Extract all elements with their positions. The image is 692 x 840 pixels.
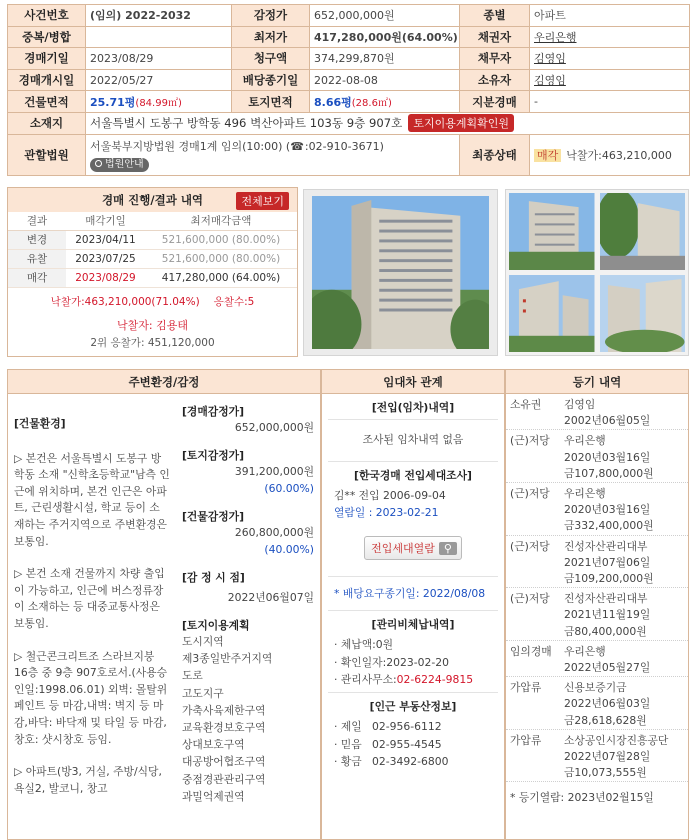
realtor-phone: 02-3492-6800 (372, 755, 449, 769)
registry-line: 우리은행 (564, 434, 606, 448)
start-label: 경매개시일 (8, 69, 86, 91)
appraisal-time-heading: [감 정 시 점] (182, 571, 245, 584)
zone-item: 대공방어협조구역 (182, 755, 266, 769)
mgmt-line-3: · 관리사무소: (334, 673, 397, 687)
realtor-phone: 02-955-4545 (372, 737, 442, 751)
auction-progress-title: 경매 진행/결과 내역 (101, 193, 204, 207)
registry-item (506, 641, 688, 677)
main-photo-frame[interactable] (303, 189, 498, 356)
registry-kind: 가압류 (510, 681, 542, 695)
environment-appraisal-panel (7, 369, 321, 840)
realtor-name: · 믿음 (334, 737, 362, 751)
registry-panel (505, 369, 689, 840)
bldg-area-label: 건물면적 (8, 91, 86, 113)
lease-title: 임대차 관계 (322, 370, 504, 394)
zone-item: 도시지역 (182, 635, 224, 648)
creditor-link[interactable]: 우리은행 (534, 30, 577, 44)
env-para-1: ▷ 본건은 서울특별시 도봉구 방학동 소재 "신학초등학교"남측 인근에 위치하며, 본건 인근은 아파트, 근린생활시설, 학교 등이 소재하는 주거지역으로 주변환경은 보통임. (14, 451, 170, 548)
start-value: 2022/05/27 (86, 69, 232, 91)
circle-icon (95, 160, 102, 167)
registry-line: 2022년06월03일 (564, 697, 651, 711)
zone-item: 도로 (182, 669, 203, 683)
registry-item (506, 588, 688, 641)
auction-date-value: 2023/08/29 (86, 48, 232, 70)
move-in-heading: [전입(임차)내역] (371, 401, 455, 414)
zone-item: 제3종일반주거지역 (182, 652, 273, 666)
land-appraisal-pct: (60.00%) (264, 482, 314, 495)
registry-line: 신용보증기금 (564, 681, 627, 695)
view-all-button[interactable]: 전체보기 (236, 192, 289, 210)
bidder-count: 응찰수:5 (213, 295, 255, 308)
owner-link[interactable]: 김영임 (534, 74, 566, 88)
court-label: 관할법원 (8, 134, 86, 175)
zone-item: 교육환경보호구역 (182, 721, 266, 735)
auction-progress-panel (7, 187, 298, 357)
col-result: 결과 (8, 212, 66, 230)
final-label: 최종상태 (460, 134, 530, 175)
env-para-4: ▷ 아파트(방3, 거실, 주방/식당, 욕실2, 발코니, 창고 (14, 765, 162, 795)
registry-item (506, 483, 688, 536)
location-value: 서울특별시 도봉구 방학동 496 벽산아파트 103동 9층 907호 (90, 116, 403, 131)
land-appraisal-amount: 391,200,000원 (234, 465, 314, 478)
winner: 낙찰자: 김용태 (117, 318, 188, 332)
mgmt-line-2: · 확인일자:2023-02-20 (334, 655, 449, 669)
creditor-label: 채권자 (460, 26, 530, 48)
auction-progress-table (8, 212, 297, 288)
case-info-table: 사건번호 (임의) 2022-2032 감정가 652,000,000원 종별 아파트 중복/병합 최저가 417,280,000원(64.00%) 채권자 우리은행 경매기일 2023/08/29 청구액 374,299,870원 채무자 김영임 경매개시일 2022/05/27 배당종기일 2022-08-08 소유자 김영임 건물면적 25.71평(84.99㎡) 토지면적 8.66평(28.6㎡) 지분경매 - 소재지 서울특별시 도봉구 방학동 496 벽산아파트 103동 9층 907호 토지이용계획확인원 관할법원 서울북부지방법원 경매1계 임의(10:00) (☎:02-910-3671) 법원안내 최종상태 매각 낙찰가:463,210,000 (7, 4, 690, 176)
realtor-heading: [인근 부동산정보] (369, 700, 457, 714)
registry-item (506, 394, 688, 430)
registry-line: 진성자산관리대부 (564, 592, 648, 606)
col-price: 최저매각금액 (145, 212, 297, 230)
survey-line-2: 열람일 : 2023-02-21 (334, 506, 439, 520)
thumbnail-photo-1[interactable] (509, 193, 595, 270)
appraisal-values (182, 400, 314, 805)
registry-kind: (근)저당 (510, 487, 550, 501)
registry-line: 2022년07월28일 (564, 750, 651, 764)
final-value: 낙찰가:463,210,000 (566, 148, 672, 162)
land-appraisal-heading: [토지감정가] (182, 449, 245, 462)
list-item (328, 718, 498, 735)
auction-date-label: 경매기일 (8, 48, 86, 70)
court-guide-label: 법원안내 (105, 158, 144, 170)
auction-progress-header (8, 188, 297, 212)
min-price-label: 최저가 (232, 26, 310, 48)
appraisal-amount: 652,000,000원 (234, 421, 314, 434)
mgmt-phone: 02-6224-9815 (396, 673, 474, 687)
bldg-area-sub: (84.99㎡) (135, 97, 182, 109)
registry-item (506, 430, 688, 483)
registry-line: 금28,618,628원 (564, 713, 647, 727)
share-label: 지분경매 (460, 91, 530, 113)
registry-line: 2022년05월27일 (564, 661, 651, 675)
land-area-sub: (28.6㎡) (351, 97, 392, 109)
registry-item (506, 536, 688, 589)
view-resident-label: 전입세대열람 (371, 541, 435, 555)
appraisal-label: 감정가 (232, 5, 310, 27)
realtor-name: · 제일 (334, 720, 362, 734)
registry-line: 진성자산관리대부 (564, 539, 648, 553)
appraisal-heading: [경매감정가] (182, 405, 245, 418)
mgmt-heading: [관리비체납내역] (371, 618, 455, 632)
dividend-deadline: * 배당요구종기일: 2022/08/08 (334, 586, 486, 600)
zone-item: 과밀억제권역 (182, 789, 245, 803)
row-price: 521,600,000 (80.00%) (145, 230, 297, 249)
merge-value (86, 26, 232, 48)
list-item (328, 753, 498, 770)
location-label: 소재지 (8, 112, 86, 134)
type-value: 아파트 (530, 5, 690, 27)
zone-item: 가축사육제한구역 (182, 703, 266, 717)
min-price-value: 417,280,000원(64.00%) (310, 26, 460, 48)
env-para-3: ▷ 철근콘크리트조 스라브지붕 16층 중 9층 907호로서.(사용승인일:1998.06.01) 외벽: 몰탈위 페인트 등 마감,내벽: 벽지 등 마감,바닥: 바닥재 및 타일 등 마감,창호: 샷시창호 등임. (14, 649, 168, 746)
row-date: 2023/07/25 (66, 249, 145, 268)
land-area-value: 8.66평 (314, 95, 352, 109)
second-bid: 2위 응찰가: 451,120,000 (90, 336, 215, 349)
survey-heading: [한국경매 전입세대조사] (354, 469, 472, 482)
thumbnail-photo-2[interactable] (600, 193, 686, 270)
bldg-env-heading: [건물환경] (14, 417, 66, 430)
registry-line: 2021년07월06일 (564, 555, 651, 569)
survey-line-1: 김** 전입 2006-09-04 (334, 489, 446, 502)
mgmt-line-1: · 체납액:0원 (334, 638, 394, 652)
registry-line: 금107,800,000원 (564, 466, 654, 480)
appraisal-time-value: 2022년06월07일 (227, 591, 314, 604)
registry-line: 2021년11월19일 (564, 608, 651, 622)
thumbnail-photo-4[interactable] (600, 275, 686, 352)
thumbnail-photo-3[interactable] (509, 275, 595, 352)
registry-line: 2020년03월16일 (564, 450, 651, 464)
realtor-name: · 황금 (334, 755, 362, 769)
row-result: 매각 (8, 268, 66, 287)
search-icon: ⚲ (439, 542, 457, 555)
realtor-phone: 02-956-6112 (372, 720, 442, 734)
row-date: 2023/08/29 (66, 268, 145, 287)
share-value: - (530, 91, 690, 113)
bldg-appraisal-pct: (40.00%) (264, 543, 314, 556)
registry-line: 우리은행 (564, 487, 606, 501)
lease-panel (321, 369, 505, 840)
case-label: 사건번호 (8, 5, 86, 27)
bldg-area-value: 25.71평 (90, 95, 136, 109)
registry-line: 2020년03월16일 (564, 503, 651, 517)
registry-kind: (근)저당 (510, 592, 550, 606)
phone-icon: ☎ (290, 139, 304, 153)
bid-price: 낙찰가:463,210,000(71.04%) (50, 295, 200, 308)
registry-item (506, 730, 688, 783)
appraisal-value: 652,000,000원 (310, 5, 460, 27)
case-number: (임의) 2022-2032 (86, 5, 232, 27)
registry-line: 금10,073,555원 (564, 766, 647, 780)
owner-label: 소유자 (460, 69, 530, 91)
land-plan-button[interactable]: 토지이용계획확인원 (408, 114, 514, 132)
col-date: 매각기일 (66, 212, 145, 230)
registry-line: 소상공인시장진흥공단 (564, 733, 669, 747)
bldg-appraisal-amount: 260,800,000원 (234, 526, 314, 539)
row-result: 변경 (8, 230, 66, 249)
env-para-2: ▷ 본건 소재 건물까지 차량 출입이 가능하고, 인근에 버스정류장이 소재하는 등 대중교통사정은 보통임. (14, 567, 165, 630)
environment-title: 주변환경/감정 (8, 370, 320, 394)
view-resident-button[interactable] (364, 536, 462, 560)
list-item (328, 736, 498, 753)
deadline-value: 2022-08-08 (310, 69, 460, 91)
land-plan-heading: [토지이용계획 (182, 619, 250, 632)
thumbnail-grid (505, 189, 689, 356)
table-row (8, 249, 297, 268)
court-phone: 02-910-3671 (308, 139, 380, 153)
table-row (8, 268, 297, 287)
bid-summary (8, 294, 297, 309)
type-label: 종별 (460, 5, 530, 27)
apartment-photo[interactable] (312, 196, 489, 349)
registry-line: 금109,200,000원 (564, 572, 654, 586)
zone-item: 상대보호구역 (182, 738, 245, 752)
row-price: 521,600,000 (80.00%) (145, 249, 297, 268)
row-price: 417,280,000 (64.00%) (145, 268, 297, 287)
registry-line: 우리은행 (564, 644, 606, 658)
registry-kind: 가압류 (510, 733, 542, 747)
zone-item: 중점경관관리구역 (182, 772, 266, 786)
registry-title: 등기 내역 (506, 370, 688, 394)
registry-kind: (근)저당 (510, 539, 550, 553)
registry-line: 금332,400,000원 (564, 519, 654, 533)
registry-line: 2002년06월05일 (564, 414, 651, 428)
row-result: 유찰 (8, 249, 66, 268)
registry-viewed-date: * 등기열람: 2023년02월15일 (510, 791, 654, 805)
bldg-appraisal-heading: [건물감정가] (182, 510, 245, 523)
registry-kind: 소유권 (510, 398, 542, 411)
claim-value: 374,299,870원 (310, 48, 460, 70)
registry-line: 김영임 (564, 398, 596, 411)
table-row (8, 230, 297, 249)
registry-kind: 임의경매 (510, 644, 552, 658)
final-status-badge: 매각 (534, 149, 561, 162)
registry-item (506, 677, 688, 730)
registry-kind: (근)저당 (510, 434, 550, 448)
claim-label: 청구액 (232, 48, 310, 70)
row-date: 2023/04/11 (66, 230, 145, 249)
debtor-label: 채무자 (460, 48, 530, 70)
land-area-label: 토지면적 (232, 91, 310, 113)
court-guide-button[interactable] (90, 158, 149, 172)
debtor-link[interactable]: 김영임 (534, 52, 566, 66)
no-lease-text: 조사된 임차내역 없음 (362, 433, 464, 446)
environment-text (14, 400, 170, 813)
zone-item: 고도지구 (182, 686, 224, 700)
deadline-label: 배당종기일 (232, 69, 310, 91)
merge-label: 중복/병합 (8, 26, 86, 48)
registry-line: 금80,400,000원 (564, 624, 647, 638)
court-value: 서울북부지방법원 경매1계 임의(10:00) (90, 139, 283, 153)
